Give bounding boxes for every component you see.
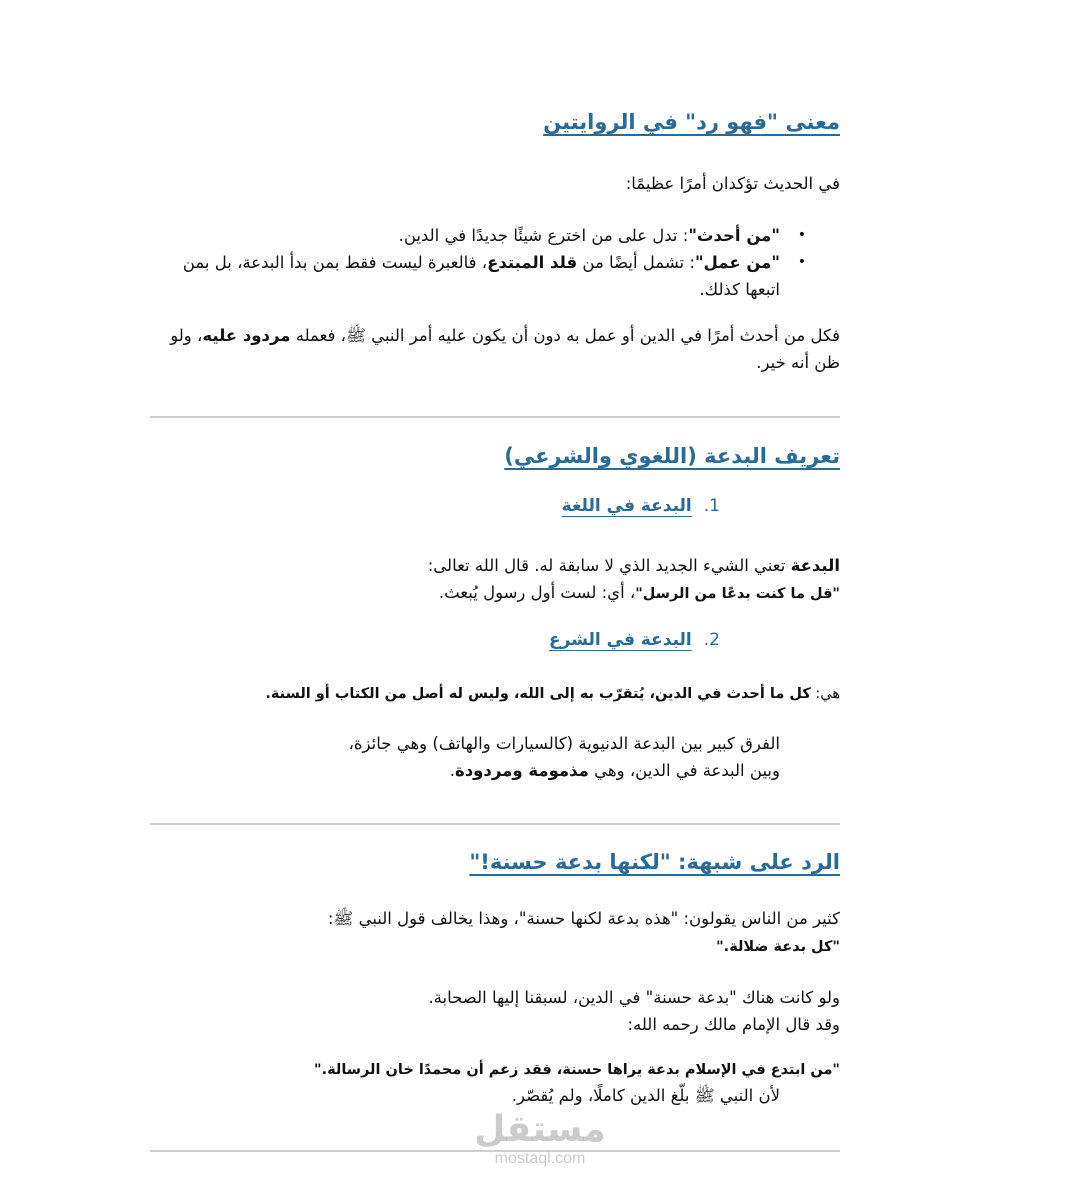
section-1-summary <box>150 322 840 376</box>
section-1-bullet-list <box>150 222 840 303</box>
divider <box>150 416 840 418</box>
difference-note: الفرق كبير بين البدعة الدنيوية (كالسيارات والهاتف) وهي جائزة، وبين البدعة في الدين، وهي مذمومة ومردودة. <box>348 734 780 780</box>
subheading-number: 2. <box>703 630 720 650</box>
bullet-label: "من أحدث" <box>688 226 780 245</box>
section-2-title: تعريف البدعة (اللغوي والشرعي) <box>504 444 840 468</box>
bullet-label: "من عمل" <box>694 253 780 272</box>
bullet-text: : تشمل أيضًا من <box>577 253 695 272</box>
section-1-intro: في الحديث تؤكدان أمرًا عظيمًا: <box>625 174 840 193</box>
difference-line: الفرق كبير بين البدعة الدنيوية (كالسيارات والهاتف) وهي جائزة، <box>348 734 780 753</box>
definition-bold: كل ما أحدث في الدين، يُتقرّب به إلى الله، وليس له أصل من الكتاب أو السنة. <box>265 686 811 702</box>
paragraph-text: كثير من الناس يقولون: "هذه بدعة لكنها حسنة"، وهذا يخالف قول النبي ﷺ: <box>327 909 840 928</box>
subheading-sharia <box>150 630 720 650</box>
list-item <box>150 249 840 303</box>
subheading-language <box>150 496 720 516</box>
bullet-text: ، فالعبرة ليست فقط بمن بدأ البدعة، بل بمن اتبعها كذلك. <box>182 253 780 299</box>
divider <box>150 823 840 825</box>
paragraph-line: ولو كانت هناك "بدعة حسنة" في الدين، لسبقنا إليها الصحابة. <box>428 988 840 1007</box>
subheading-label: البدعة في الشرع <box>549 630 692 650</box>
watermark-text-en: mostaql.com <box>494 1150 586 1167</box>
summary-text: ، ولو ظن أنه خير. <box>170 326 840 372</box>
imam-malik-quote <box>165 1058 840 1109</box>
sharia-definition <box>150 682 840 706</box>
bullet-bold: قلد المبتدع <box>487 253 578 272</box>
subheading-number: 1. <box>703 496 720 516</box>
hadith-quote: "كل بدعة ضلالة." <box>716 939 840 955</box>
section-3-paragraph-2 <box>150 984 840 1038</box>
definition-text: تعني الشيء الجديد الذي لا سابقة له. قال الله تعالى: <box>427 556 791 575</box>
definition-lead: هي: <box>810 686 840 702</box>
bullet-text: : تدل على من اخترع شيئًا جديدًا في الدين. <box>398 226 689 245</box>
quran-quote: "قل ما كنت بدعًا من الرسل" <box>635 586 840 602</box>
subheading-label: البدعة في اللغة <box>561 496 692 516</box>
quote-tail: ، أي: لست أول رسول يُبعث. <box>438 583 636 602</box>
section-1-title: معنى "فهو رد" في الروايتين <box>543 110 840 134</box>
difference-line: وبين البدعة في الدين، وهي <box>588 761 780 780</box>
quote-bold: "من ابتدع في الإسلام بدعة يراها حسنة، فقد زعم أن محمدًا خان الرسالة." <box>314 1062 840 1078</box>
quote-tail: لأن النبي ﷺ بلّغ الدين كاملًا، ولم يُقصّر. <box>511 1086 780 1105</box>
term-bold: البدعة <box>790 556 840 575</box>
section-3-title: الرد على شبهة: "لكنها بدعة حسنة!" <box>469 850 840 874</box>
language-definition <box>150 552 840 606</box>
watermark-text-ar: مستقل <box>474 1109 606 1150</box>
section-3-paragraph-1 <box>150 905 840 959</box>
difference-bold: مذمومة ومردودة <box>454 761 589 780</box>
watermark-logo <box>470 1110 610 1168</box>
summary-bold: مردود عليه <box>202 326 291 345</box>
paragraph-line: وقد قال الإمام مالك رحمه الله: <box>627 1015 840 1034</box>
list-item <box>150 222 840 249</box>
summary-text: فكل من أحدث أمرًا في الدين أو عمل به دون أن يكون عليه أمر النبي ﷺ، فعمله <box>290 326 840 345</box>
